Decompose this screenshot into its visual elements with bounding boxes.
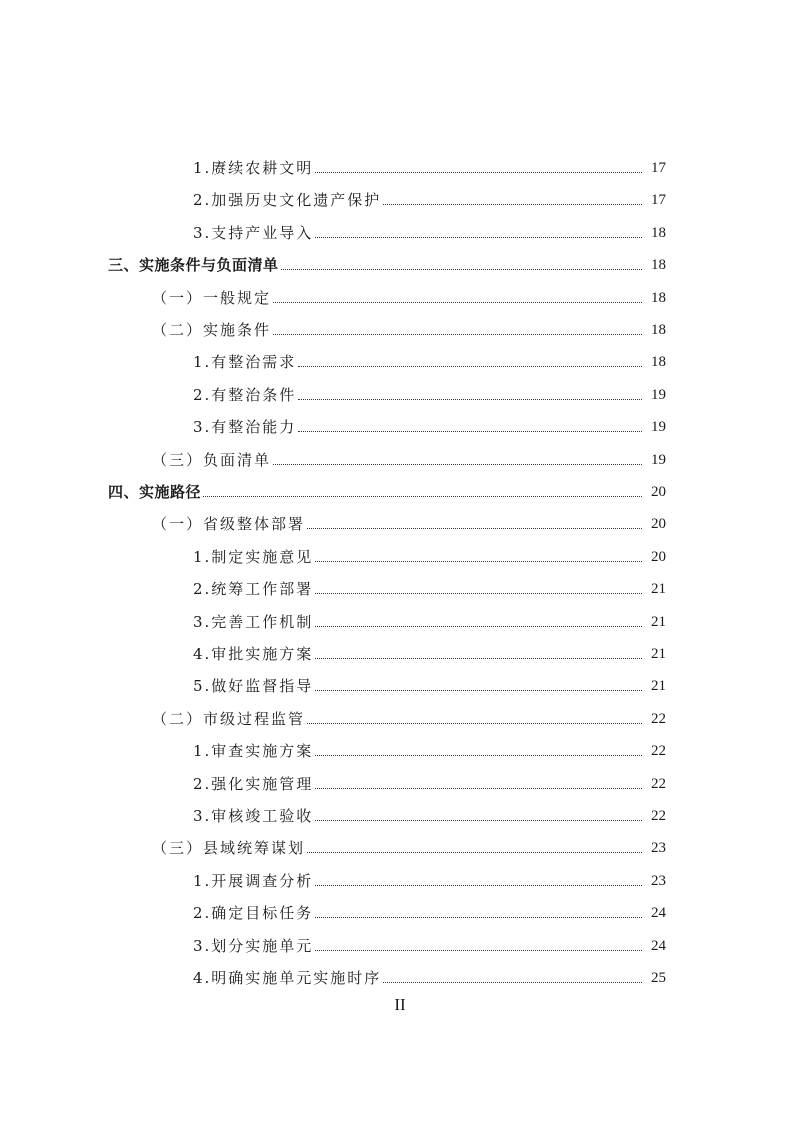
toc-entry[interactable] [193,373,666,405]
toc-entry-title: 四、实施路径 [108,483,202,501]
toc-leader-dots [315,172,642,173]
toc-leader-dots [315,626,642,627]
toc-entry-page: 22 [651,710,666,727]
toc-leader-dots [315,950,642,951]
toc-leader-dots [315,820,642,821]
toc-entry-title: （一）一般规定 [152,288,272,307]
toc-entry-title: 4.审批实施方案 [193,645,314,663]
toc-entry-page: 19 [651,386,666,403]
toc-entry-page: 17 [651,160,666,176]
toc-entry-title: 2.有整治条件 [193,385,297,404]
toc-entry[interactable] [152,308,666,340]
toc-leader-dots [315,237,642,238]
toc-entry[interactable] [193,211,666,243]
toc-entry-title: 2.统筹工作部署 [193,580,314,599]
toc-entry[interactable] [193,567,666,599]
toc-entry-title: 1.开展调查分析 [193,871,314,890]
toc-entry-title: 3.支持产业导入 [193,223,314,242]
toc-leader-dots [315,561,642,562]
toc-entry-title: 1.有整治需求 [193,353,297,372]
toc-entry-page: 21 [651,646,666,662]
toc-entry-page: 20 [651,516,666,533]
toc-entry[interactable] [193,340,666,372]
toc-leader-dots [315,917,642,918]
toc-leader-dots [281,269,642,270]
toc-entry-title: 3.完善工作机制 [193,612,314,631]
toc-leader-dots [203,496,642,497]
toc-entry[interactable] [193,762,666,794]
toc-entry[interactable] [193,146,666,178]
toc-entry-page: 21 [651,613,666,630]
toc-entry[interactable] [152,826,666,858]
toc-entry-page: 18 [651,224,666,241]
toc-entry-title: 2.确定目标任务 [193,904,314,923]
toc-entry-title: 1.赓续农耕文明 [193,159,314,177]
toc-entry-title: （二）市级过程监管 [152,709,306,728]
toc-leader-dots [307,852,642,853]
page-number: II [394,995,406,1014]
toc-entry-title: 三、实施条件与负面清单 [108,256,279,275]
toc-entry-title: （一）省级整体部署 [152,515,306,534]
toc-leader-dots [307,528,642,529]
toc-entry[interactable] [152,697,666,729]
toc-entry[interactable] [152,438,666,470]
toc-entry[interactable] [108,243,666,275]
toc-leader-dots [315,690,642,691]
toc-entry-title: 3.审核竣工验收 [193,807,314,825]
toc-entry-title: （三）县域统筹谋划 [152,839,306,858]
toc-leader-dots [273,302,642,303]
toc-leader-dots [273,334,642,335]
toc-entry[interactable] [108,470,666,502]
toc-entry[interactable] [193,794,666,826]
toc-leader-dots [383,204,642,205]
toc-entry-page: 18 [651,289,666,306]
toc-entry[interactable] [193,600,666,632]
toc-entry-page: 18 [651,322,666,338]
toc-leader-dots [315,788,642,789]
toc-entry-page: 24 [651,937,666,954]
toc-entry-title: 2.加强历史文化遗产保护 [193,191,382,210]
toc-entry[interactable] [193,664,666,696]
toc-entry-page: 22 [651,743,666,760]
toc-entry-title: 1.制定实施意见 [193,547,314,566]
toc-entry[interactable] [193,891,666,923]
toc-entry-page: 22 [651,808,666,824]
toc-entry[interactable] [193,729,666,761]
toc-entry-page: 18 [651,257,666,274]
toc-entry[interactable] [193,405,666,437]
toc-entry-page: 18 [651,354,666,371]
toc-leader-dots [273,464,642,465]
toc-leader-dots [315,593,642,594]
toc-entry-page: 22 [651,775,666,792]
toc-entry-page: 20 [651,484,666,500]
toc-entry-title: （三）负面清单 [152,450,272,469]
toc-entry-title: 4.明确实施单元实施时序 [193,969,382,987]
toc-entry-title: 2.强化实施管理 [193,774,314,793]
toc-entry[interactable] [193,859,666,891]
toc-entry[interactable] [193,535,666,567]
toc-entry[interactable] [193,956,666,988]
toc-entry-title: 1.审查实施方案 [193,742,314,761]
toc-leader-dots [298,399,642,400]
toc-entry-page: 20 [651,548,666,565]
toc-leader-dots [298,431,642,432]
toc-entry[interactable] [152,276,666,308]
toc-entry-page: 21 [651,678,666,695]
toc-entry-title: （二）实施条件 [152,321,272,339]
toc-entry-title: 5.做好监督指导 [193,677,314,696]
toc-entry-page: 23 [651,872,666,889]
toc-entry[interactable] [193,178,666,210]
toc-entry-title: 3.有整治能力 [193,418,297,437]
toc-leader-dots [315,885,642,886]
toc-entry[interactable] [193,632,666,664]
toc-entry-page: 21 [651,581,666,598]
toc-entry-page: 19 [651,451,666,468]
toc-entry-page: 25 [651,970,666,986]
toc-entry-page: 24 [651,905,666,922]
toc-leader-dots [315,658,642,659]
toc-leader-dots [307,723,642,724]
toc-entry[interactable] [152,502,666,534]
toc-leader-dots [298,366,642,367]
toc-leader-dots [383,982,642,983]
toc-entry-page: 17 [651,192,666,209]
toc-entry-page: 19 [651,419,666,436]
toc-entry[interactable] [193,924,666,956]
toc-entry-title: 3.划分实施单元 [193,936,314,955]
toc-leader-dots [315,755,642,756]
toc-entry-page: 23 [651,840,666,857]
